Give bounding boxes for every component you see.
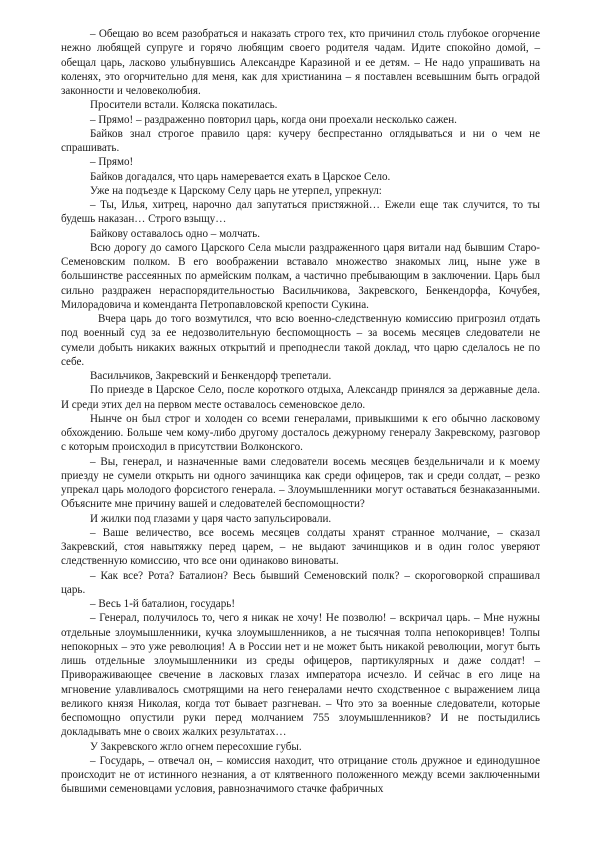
paragraph: Байков знал строгое правило царя: кучеру беспрестанно оглядываться и ни о чем не спрашивать.: [61, 127, 540, 154]
paragraph: – Ты, Илья, хитрец, нарочно дал запутаться пристяжной… Ежели еще так случится, то ты будешь наказан… Строго взыщу…: [61, 199, 540, 226]
paragraph: – Весь 1-й баталион, государь!: [90, 598, 236, 610]
paragraph: – Обещаю во всем разобраться и наказать строго тех, кто причинил столь глубокое огорчение нежно любящей супруге и горячо любящим своего родителя чадам. Идите спокойно домой, – обещал царь, ласково улыбнувшись Александре Каразиной и ее детям. – Не надо упрашивать на коленях, это огорчительно для меня, как для христианина – я поставлен всевышним быть оградой законности и человеколюбия.: [61, 28, 540, 97]
paragraph: – Ваше величество, все восемь месяцев солдаты хранят странное молчание, – сказал Закревский, стоя навытяжку перед царем, – не выдают зачинщиков и в один голос уверяют следственную комиссию, что все они одинаково виноваты.: [61, 526, 540, 568]
paragraph: – Как все? Рота? Баталион? Весь бывший Семеновский полк? – скороговоркой спрашивал царь.: [61, 569, 540, 596]
paragraph: Байкову оставалось одно – молчать.: [90, 227, 260, 240]
paragraph: Вчера царь до того возмутился, что всю военно-следственную комиссию пригрозил отдать под военный суд за ее недозволительную беспомощность – за восемь месяцев следователи не сумели добыть никаких важных открытий и преподнесли такой доклад, что царю сделалось не по себе.: [61, 313, 540, 368]
paragraph: – Генерал, получилось то, чего я никак не хочу! Не позволю! – вскричал царь. – Мне нужны отдельные злоумышленники, кучка злоумышленников, а не тысячная толпа непокоривцев! Толпы непокорных – это уже революция! А в России нет и не может быть никакой революции, могут быть лишь отдельные злоумышленники из среды офицеров, партикулярных и даже солдат! – Привораживающее свечение в ласковых глазах императора исчезло. И сейчас в его лице на мгновение улавливалось смотрящими на него генералами нечто сходственное с выражением лица великого князя Николая, когда тот бывает разгневан. – Что это за военные следователи, которые беспомощно опустили руки перед молчанием 755 злоумышленников? И не постыдились докладывать мне о своих жалких результатах…: [61, 612, 540, 739]
paragraph: – Вы, генерал, и назначенные вами следователи восемь месяцев бездельничали и к моему приезду не сумели открыть ни одного зачинщика как среди офицеров, так и среди солдат, – резко упрекал царь молодого форсистого генерала. – Злоумышленники могут оставаться безнаказанными. Объясните мне причину вашей и следователей беспомощности?: [61, 455, 540, 511]
paragraph: Байков догадался, что царь намеревается ехать в Царское Село.: [90, 170, 391, 183]
paragraph: Нынче он был строг и холоден со всеми генералами, привыкшими к его обычно ласковому обхождению. Больше чем кому-либо другому досталось дежурному генералу Закревскому, разговор с которым происходил в присутствии Волконского.: [61, 412, 540, 454]
paragraph: – Прямо! – раздраженно повторил царь, когда они проехали несколько сажен.: [90, 113, 457, 126]
body-text-column: [61, 27, 540, 797]
paragraph: И жилки под глазами у царя часто запульсировали.: [90, 512, 332, 525]
paragraph: Уже на подъезде к Царскому Селу царь не утерпел, упрекнул:: [90, 184, 382, 197]
paragraph: – Прямо!: [90, 156, 134, 169]
paragraph: У Закревского жгло огнем пересохшие губы.: [90, 740, 302, 753]
paragraph: Всю дорогу до самого Царского Села мысли раздраженного царя витали над бывшим Старо-Семеновским полком. В его воображении вставало множество знакомых лиц, ныне уже в большинстве рассеянных по армейским полкам, а частично пребывающим в заключении. Царь был сильно раздражен нераспорядительностью Васильчикова, Закревского, Бенкендорфа, Кочубея, Милорадовича и коменданта Петропавловской крепости Сукина.: [61, 241, 540, 311]
paragraph: По приезде в Царское Село, после короткого отдыха, Александр принялся за державные дела. И среди этих дел на первом месте оставалось семеновское дело.: [61, 384, 540, 411]
paragraph: – Государь, – отвечал он, – комиссия находит, что отрицание столь дружное и единодушное происходит не от истинного незнания, а от клятвенного положенного между всеми заключенными бывшими семеновцами условия, равнозначимого стачке фабричных: [61, 754, 540, 796]
paragraph: Васильчиков, Закревский и Бенкендорф трепетали.: [90, 370, 332, 382]
paragraph: Просители встали. Коляска покатилась.: [90, 99, 278, 112]
